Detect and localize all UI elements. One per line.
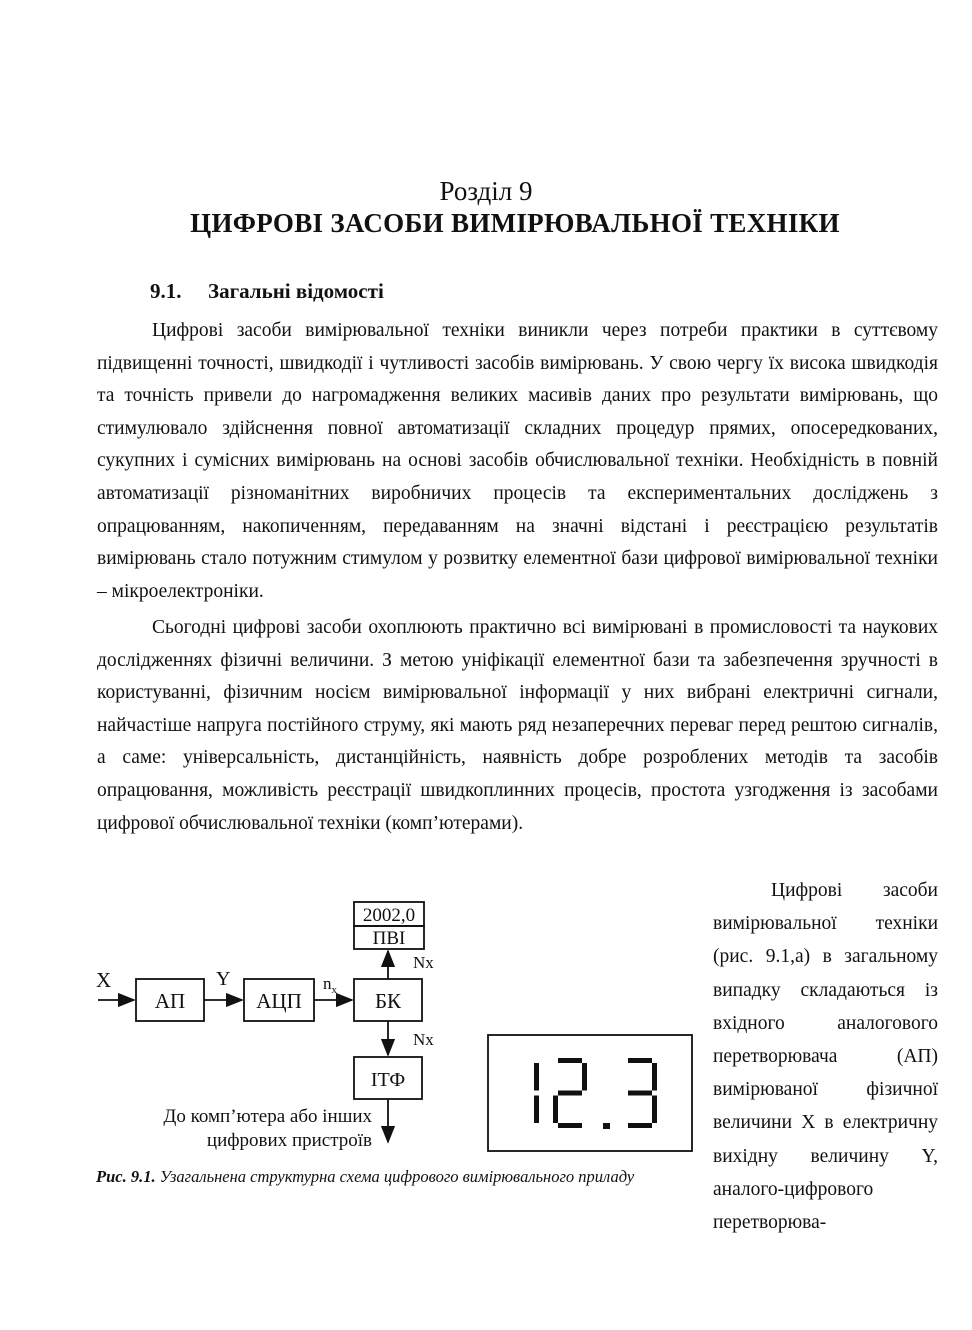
- display-segment: [553, 1096, 558, 1124]
- figure-caption: [96, 1166, 706, 1187]
- display-segment: [534, 1063, 539, 1091]
- display-segment: [603, 1123, 610, 1129]
- input-x-label: X: [96, 968, 112, 992]
- display-segment: [582, 1063, 587, 1091]
- side-paragraph: Цифрові засоби вимірювальної техніки (рис. 9.1,а) в загальному випадку складаються із вхідного аналогового перетворювача (АП) вимірюваної фізичної величини X в електричну вихідну величину Y, аналого-цифрового перетворюва-: [713, 880, 938, 1234]
- ap-label: АП: [154, 989, 186, 1013]
- itf-label: ІТФ: [370, 1069, 406, 1091]
- section-title: Загальні відомості: [208, 279, 384, 303]
- display-frame: [488, 1035, 692, 1151]
- display-segment: [558, 1123, 582, 1128]
- caption-text: Узагальнена структурна схема цифрового вимірювального приладу: [159, 1167, 635, 1186]
- pvi-label: ПВІ: [372, 928, 406, 949]
- paragraph: Сьогодні цифрові засоби охоплюють практично всі вимірювані в промисловості та наукових дослідженнях фізичні величини. З метою уніфікації елементної бази та забезпечення зручності в користуванні, фізичним носієм вимірювальної інформації у них вибрані електричні сигнали, найчастіше напруга постійного струму, які мають ряд незаперечних переваг перед рештою сигналів, а саме: універсальність, дистанційність, наявність добре розроблених методів та засобів опрацювання, можливість реєстрації швидкоплинних процесів, простота узгодження із засобами цифрової обчислювальної техніки (комп’ютерами).: [97, 617, 938, 834]
- section-heading: [150, 279, 384, 304]
- section-number: 9.1.: [150, 279, 182, 303]
- display-segment: [558, 1058, 582, 1063]
- nx-up-label: Nx: [413, 953, 434, 972]
- block-diagram: [92, 890, 462, 1165]
- output-label-line2: цифрових пристроїв: [206, 1130, 372, 1151]
- paragraph-2-container: [97, 612, 938, 840]
- display-value: 12.3: [589, 1104, 591, 1105]
- nx-label: $n_x$: [323, 974, 337, 996]
- display-segment: [652, 1063, 657, 1091]
- pvi-value: 2002,0: [362, 905, 416, 926]
- output-label-line1: До комп’ютера або інших: [163, 1106, 372, 1127]
- paragraph-1-container: [97, 315, 938, 608]
- display-segment: [534, 1096, 539, 1124]
- chapter-label: Розділ 9: [439, 176, 533, 206]
- display-segment: [558, 1091, 582, 1096]
- chapter-title: ЦИФРОВІ ЗАСОБИ ВИМІРЮВАЛЬНОЇ ТЕХНІКИ: [190, 208, 840, 238]
- bk-label: БК: [374, 989, 402, 1013]
- paragraph: Цифрові засоби вимірювальної техніки виникли через потреби практики в суттєвому підвищенні точності, швидкодії і чутливості засобів вимірювань. У свою чергу їх висока швидкодія та точність привели до нагромадження великих масивів даних про результати вимірювань, що стимулювало здійснення повної автоматизації складних процедур прямих, опосередкованих, сукупних і сумісних вимірювань на основі засобів обчислювальної техніки. Необхідність в повній автоматизації різноманітних виробничих процесів та експериментальних досліджень з опрацюванням, накопиченням, передаванням на значні відстані і реєстрацією результатів вимірювань стало потужним стимулом у розвитку елементної бази цифрової вимірювальної техніки – мікроелектроніки.: [97, 320, 938, 602]
- display-segment: [628, 1058, 652, 1063]
- display-segment: [628, 1091, 652, 1096]
- nx-down-label: Nx: [413, 1030, 434, 1049]
- caption-label: Рис. 9.1.: [96, 1167, 156, 1186]
- digital-display: [487, 1034, 693, 1152]
- side-column: [713, 874, 938, 1239]
- display-segment: [628, 1123, 652, 1128]
- adc-label: АЦП: [256, 989, 302, 1013]
- y-label: Y: [216, 968, 231, 990]
- display-segment: [652, 1096, 657, 1124]
